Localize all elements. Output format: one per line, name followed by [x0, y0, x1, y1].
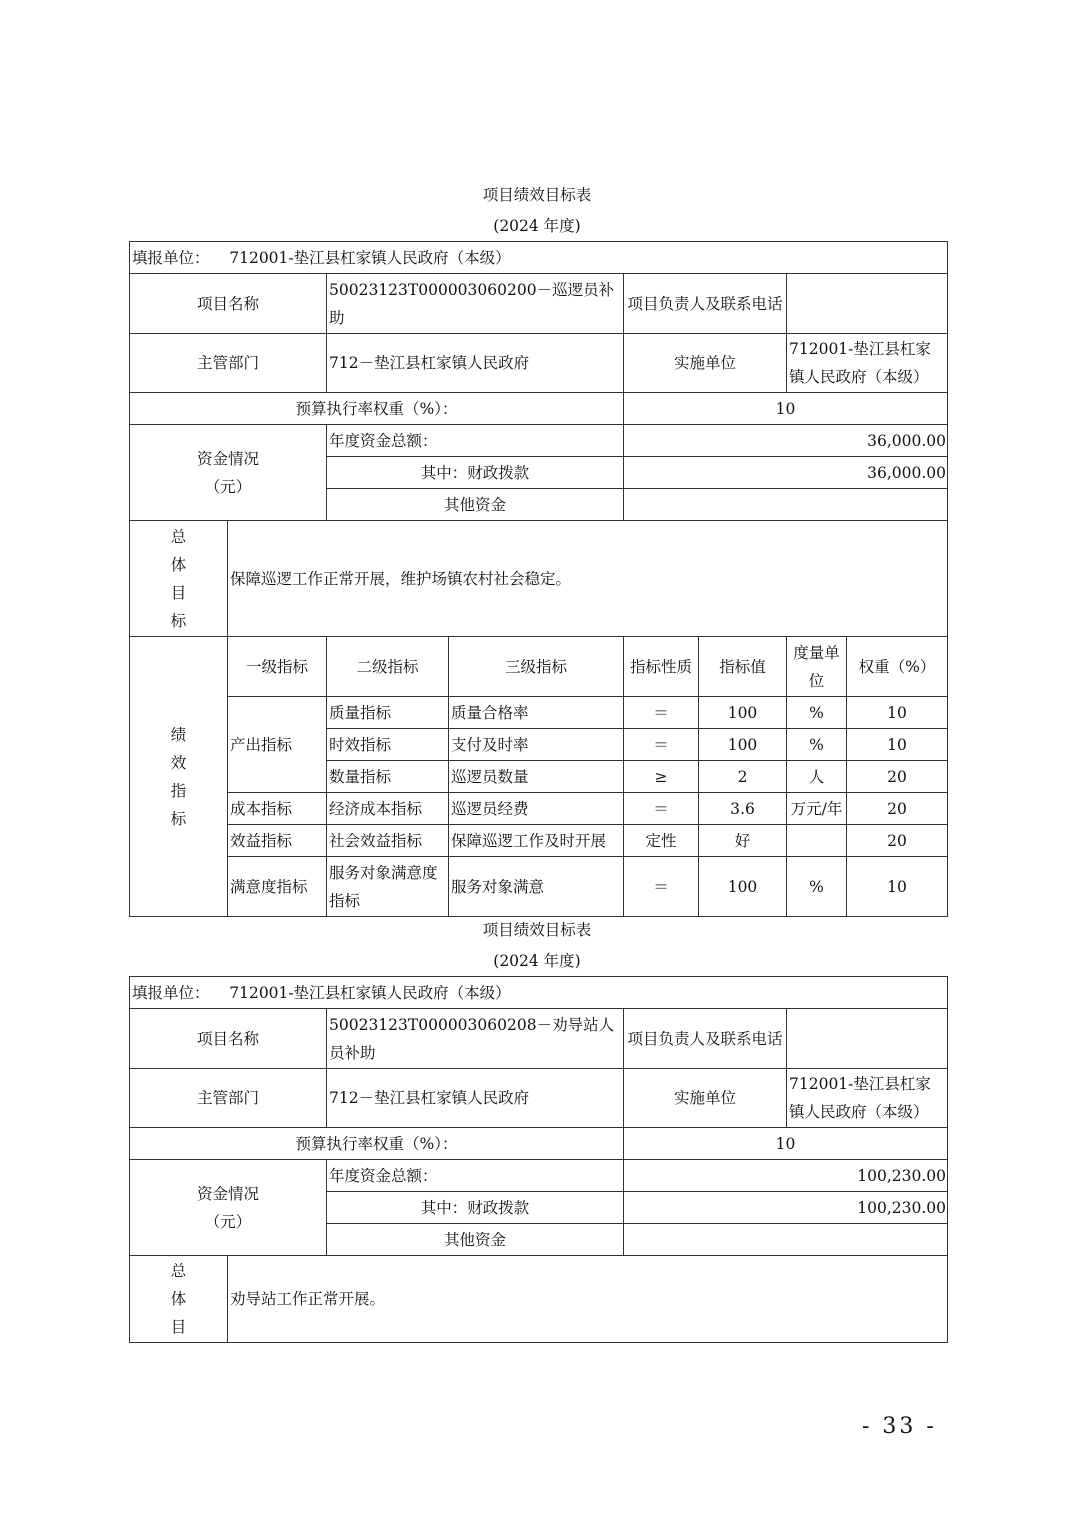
budget-weight-label: 预算执行率权重（%）：: [130, 1128, 624, 1160]
row-l2: 数量指标: [327, 761, 449, 793]
header-l2: 二级指标: [327, 637, 449, 697]
header-l3: 三级指标: [449, 637, 624, 697]
page-number: - 33 -: [862, 1414, 937, 1439]
row-l3: 服务对象满意: [449, 857, 624, 917]
row-l1: 产出指标: [228, 697, 327, 793]
perf-label: [130, 637, 228, 917]
table1-year: (2024 年度): [493, 217, 581, 235]
filler-row: [130, 242, 948, 274]
row-nature: ＝: [624, 697, 699, 729]
header-unit-text: 度量单位: [793, 643, 840, 690]
goal-text: 保障巡逻工作正常开展，维护场镇农村社会稳定。: [228, 521, 948, 637]
row-l2: 质量指标: [327, 697, 449, 729]
table1-title: 项目绩效目标表: [482, 186, 592, 204]
goal-label-text: 总体目标: [170, 527, 187, 630]
row-value: 100: [699, 729, 787, 761]
row-unit: [787, 825, 847, 857]
row-l3: 支付及时率: [449, 729, 624, 761]
filler-label: 填报单位：: [132, 983, 210, 1002]
dept-label: 主管部门: [130, 334, 327, 393]
fiscal-funds-value: 100,230.00: [624, 1192, 948, 1224]
row-value: 好: [699, 825, 787, 857]
other-funds-label: 其他资金: [327, 1224, 624, 1256]
header-value: 指标值: [699, 637, 787, 697]
budget-weight-value: 10: [624, 393, 948, 425]
fiscal-funds-label: 其中：财政拨款: [327, 1192, 624, 1224]
other-funds-value: [624, 489, 948, 521]
row-l1: 成本指标: [228, 793, 327, 825]
contact-label: 项目负责人及联系电话: [624, 274, 787, 334]
fiscal-funds-value: 36,000.00: [624, 457, 948, 489]
goal-text: 劝导站工作正常开展。: [228, 1256, 948, 1343]
table2-title: 项目绩效目标表: [482, 921, 592, 939]
row-value: 3.6: [699, 793, 787, 825]
goal-label-text: 总体目: [170, 1262, 187, 1336]
dept-value: 712－垫江县杠家镇人民政府: [327, 334, 624, 393]
row-unit: 人: [787, 761, 847, 793]
row-nature: 定性: [624, 825, 699, 857]
impl-value: 712001-垫江县杠家镇人民政府（本级）: [787, 334, 948, 393]
dept-label: 主管部门: [130, 1069, 327, 1128]
contact-value: [787, 274, 948, 334]
project-name-value: 50023123T000003060200－巡逻员补助: [327, 274, 624, 334]
row-l2: 服务对象满意度指标: [327, 857, 449, 917]
row-l1: 效益指标: [228, 825, 327, 857]
impl-value: 712001-垫江县杠家镇人民政府（本级）: [787, 1069, 948, 1128]
impl-label: 实施单位: [624, 334, 787, 393]
row-l2: 经济成本指标: [327, 793, 449, 825]
dept-value: 712－垫江县杠家镇人民政府: [327, 1069, 624, 1128]
table-row: [130, 697, 948, 729]
row-unit: %: [787, 697, 847, 729]
other-funds-label: 其他资金: [327, 489, 624, 521]
row-unit: %: [787, 857, 847, 917]
funds-label-text: 资金情况（元）: [196, 449, 259, 496]
filler-label: 填报单位：: [132, 248, 210, 267]
budget-weight-value: 10: [624, 1128, 948, 1160]
row-value: 100: [699, 857, 787, 917]
goal-label: [130, 1256, 228, 1343]
header-nature: 指标性质: [624, 637, 699, 697]
project-name-label: 项目名称: [130, 1009, 327, 1069]
funds-label: [130, 1160, 327, 1256]
other-funds-value: [624, 1224, 948, 1256]
row-nature: ＝: [624, 857, 699, 917]
fiscal-funds-label: 其中：财政拨款: [327, 457, 624, 489]
row-weight: 10: [847, 697, 948, 729]
row-l1: 满意度指标: [228, 857, 327, 917]
funds-label: [130, 425, 327, 521]
header-unit: [787, 637, 847, 697]
row-value: 2: [699, 761, 787, 793]
filler-value: 712001-垫江县杠家镇人民政府（本级）: [229, 248, 511, 267]
table2-year: (2024 年度): [493, 952, 581, 970]
total-funds-value: 100,230.00: [624, 1160, 948, 1192]
funds-label-text: 资金情况（元）: [196, 1184, 259, 1231]
goal-label: [130, 521, 228, 637]
row-nature: ＝: [624, 793, 699, 825]
total-funds-value: 36,000.00: [624, 425, 948, 457]
performance-table-2: [129, 976, 948, 1343]
contact-value: [787, 1009, 948, 1069]
filler-value: 712001-垫江县杠家镇人民政府（本级）: [229, 983, 511, 1002]
row-nature: ≥: [624, 761, 699, 793]
perf-label-text: 绩效指标: [170, 725, 187, 828]
header-weight: 权重（%）: [847, 637, 948, 697]
row-nature: ＝: [624, 729, 699, 761]
row-unit: 万元/年: [787, 793, 847, 825]
total-funds-label: 年度资金总额：: [327, 1160, 624, 1192]
project-name-label: 项目名称: [130, 274, 327, 334]
table-row: [130, 793, 948, 825]
table-row: [130, 857, 948, 917]
table-row: [130, 825, 948, 857]
row-weight: 10: [847, 857, 948, 917]
budget-weight-label: 预算执行率权重（%）：: [130, 393, 624, 425]
row-l3: 保障巡逻工作及时开展: [449, 825, 624, 857]
header-l1: 一级指标: [228, 637, 327, 697]
row-unit: %: [787, 729, 847, 761]
filler-row: [130, 977, 948, 1009]
row-l3: 质量合格率: [449, 697, 624, 729]
total-funds-label: 年度资金总额：: [327, 425, 624, 457]
row-weight: 20: [847, 825, 948, 857]
row-l2: 社会效益指标: [327, 825, 449, 857]
row-weight: 20: [847, 793, 948, 825]
row-weight: 20: [847, 761, 948, 793]
contact-label: 项目负责人及联系电话: [624, 1009, 787, 1069]
row-l2: 时效指标: [327, 729, 449, 761]
row-value: 100: [699, 697, 787, 729]
performance-table-1: [129, 241, 948, 917]
impl-label: 实施单位: [624, 1069, 787, 1128]
row-weight: 10: [847, 729, 948, 761]
row-l3: 巡逻员经费: [449, 793, 624, 825]
project-name-value: 50023123T000003060208－劝导站人员补助: [327, 1009, 624, 1069]
row-l3: 巡逻员数量: [449, 761, 624, 793]
